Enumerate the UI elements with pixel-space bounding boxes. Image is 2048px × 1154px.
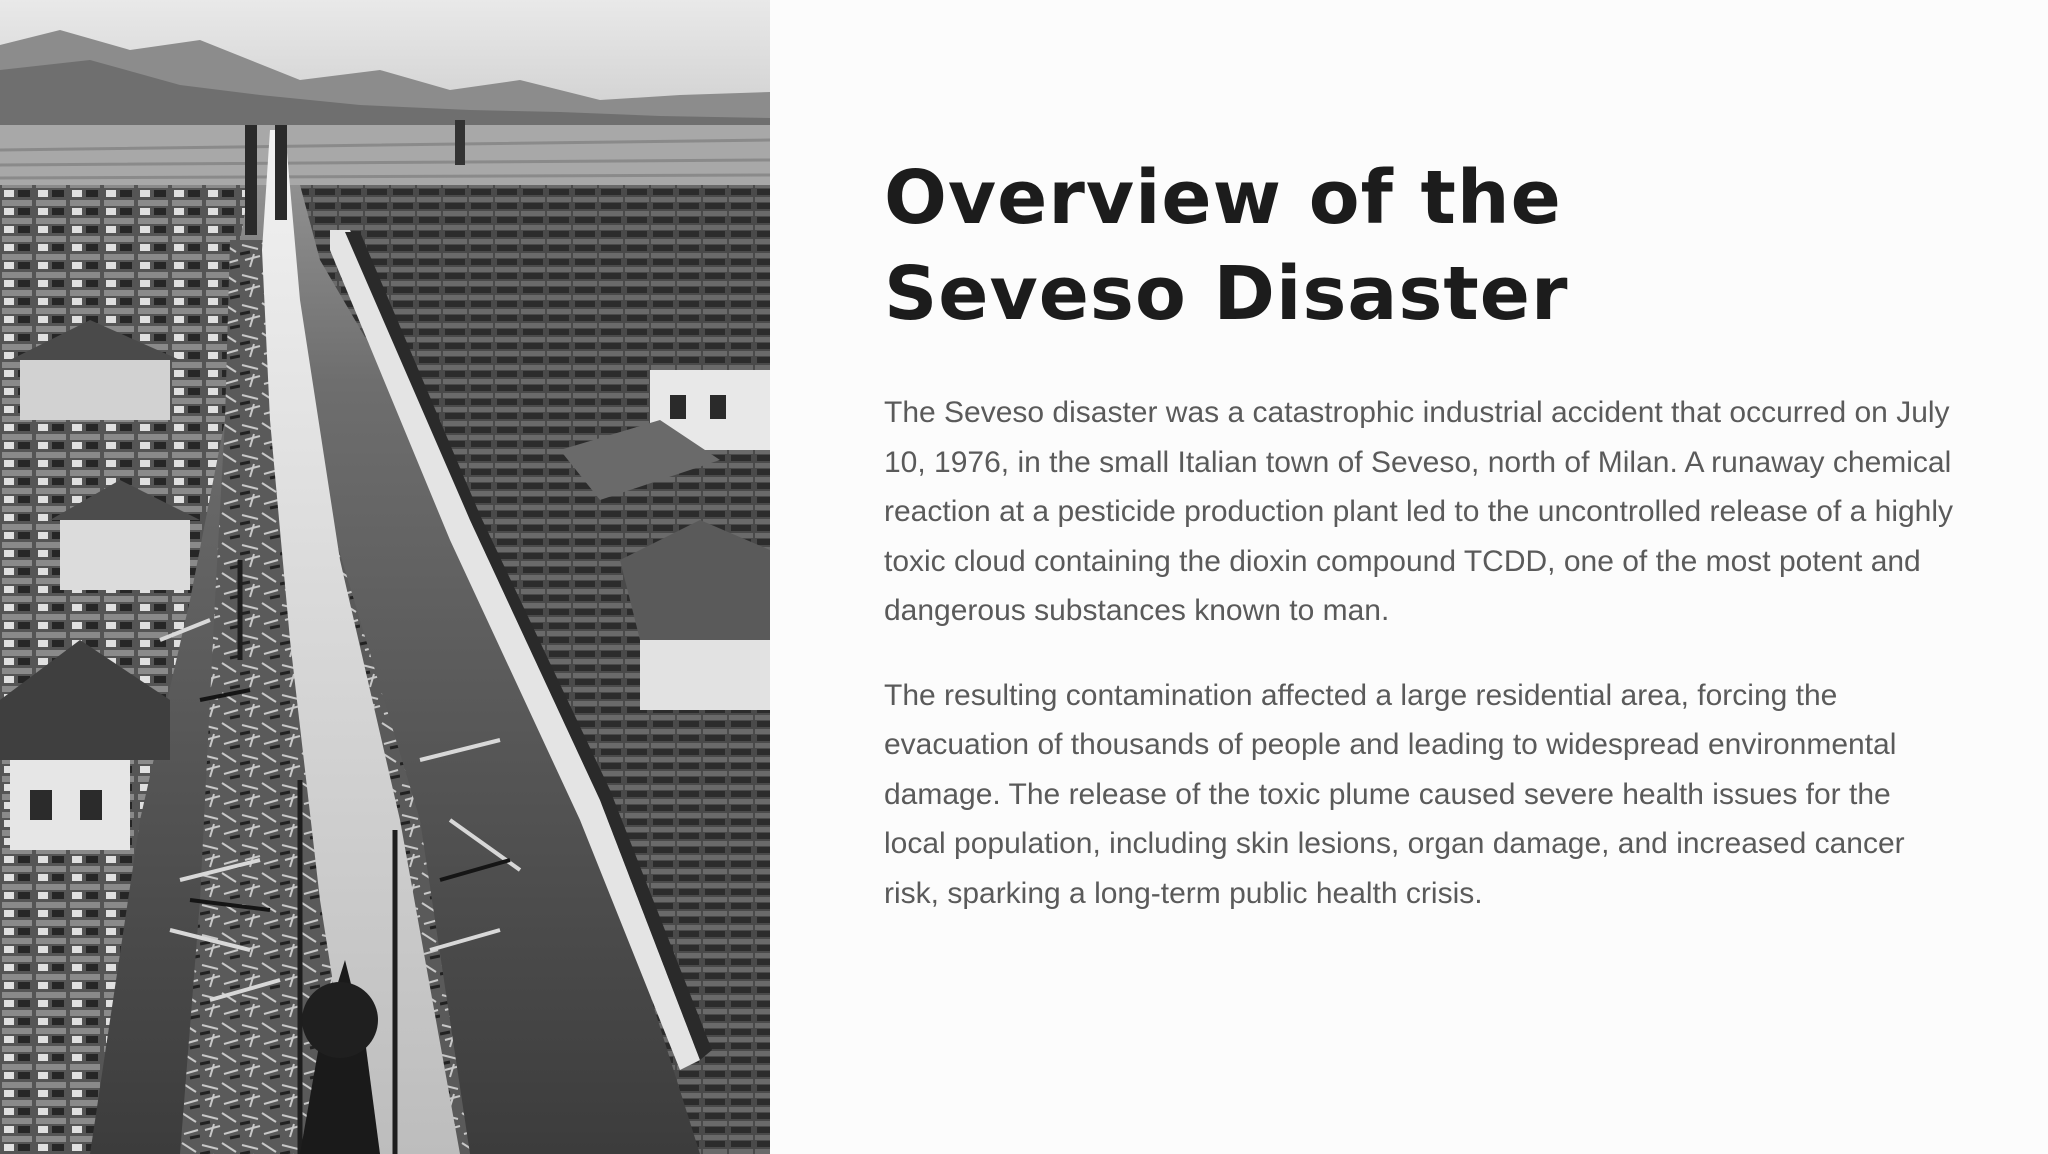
aerial-town-photo bbox=[0, 0, 770, 1154]
overview-paragraph: The Seveso disaster was a catastrophic industrial accident that occurred on July 10, 1976, in the small Italian town of Seveso, north of Milan. A runaway chemical reaction at a pesticide production plant led to the uncontrolled release of a highly toxic cloud containing the dioxin compound TCDD, one of the most potent and dangerous substances known to man. bbox=[884, 396, 1954, 627]
content-area bbox=[884, 150, 1964, 918]
slide-title: Overview of the Seveso Disaster bbox=[884, 155, 1569, 337]
aerial-town-illustration bbox=[0, 0, 770, 1154]
impact-paragraph: The resulting contamination affected a large residential area, forcing the evacuation of thousands of people and leading to widespread environmental damage. The release of the toxic plume caused severe health issues for the local population, including skin lesions, organ damage, and increased cancer risk, sparking a long-term public health crisis. bbox=[884, 678, 1905, 910]
